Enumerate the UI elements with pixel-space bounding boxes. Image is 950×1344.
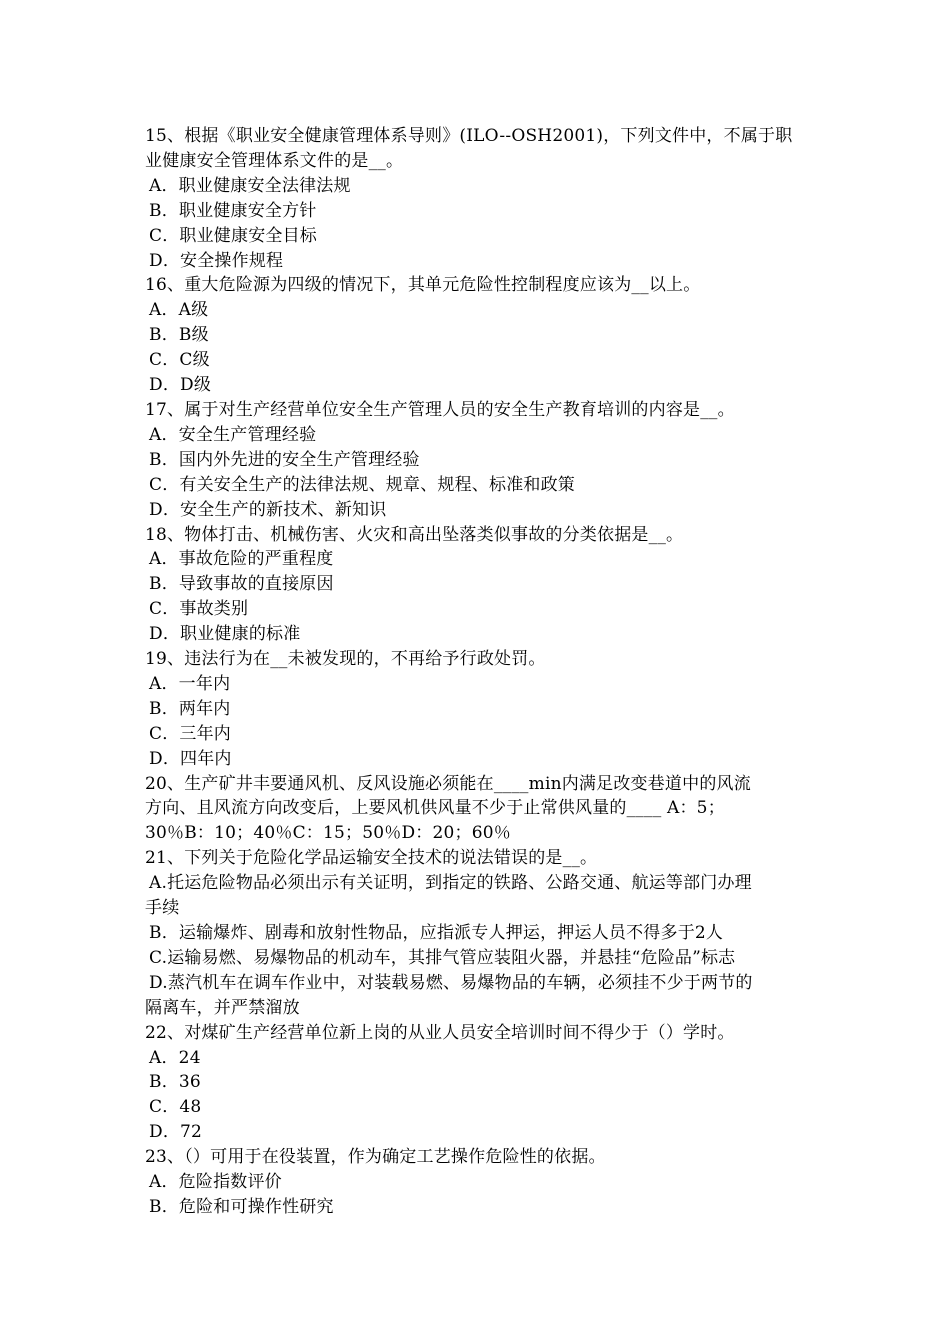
option-c: C．有关安全生产的法律法规、规章、规程、标准和政策 (149, 474, 576, 495)
question-19: 19、违法行为在__未被发现的，不再给予行政处罚。 (145, 649, 546, 670)
option-c: C．职业健康安全目标 (149, 225, 318, 246)
option-d-line-1: D.蒸汽机车在调车作业中，对装载易燃、易爆物品的车辆，必须挂不少于两节的 (149, 972, 753, 993)
option-b: B．职业健康安全方针 (149, 200, 317, 221)
option-d-line-2: 隔离车，并严禁溜放 (145, 997, 300, 1018)
option-b: B．36 (149, 1072, 201, 1093)
option-a: A．事故危险的严重程度 (149, 549, 334, 570)
option-c: C．事故类别 (149, 599, 249, 620)
option-c: C．C级 (149, 350, 210, 371)
option-c: C．三年内 (149, 723, 232, 744)
option-d: D．四年内 (149, 748, 232, 769)
option-b: B．运输爆炸、剧毒和放射性物品，应指派专人押运，押运人员不得多于2人 (149, 923, 724, 943)
option-a: A．一年内 (149, 673, 231, 694)
option-a-line-1: A.托运危险物品必须出示有关证明，到指定的铁路、公路交通、航运等部门办理 (149, 873, 752, 894)
question-15-line-2: 业健康安全管理体系文件的是__。 (145, 150, 404, 171)
option-a: A．安全生产管理经验 (149, 424, 317, 445)
question-22: 22、对煤矿生产经营单位新上岗的从业人员安全培训时间不得少于（）学时。 (145, 1022, 735, 1043)
option-b: B．危险和可操作性研究 (149, 1196, 334, 1217)
question-18: 18、物体打击、机械伤害、火灾和高出坠落类似事故的分类依据是__。 (145, 524, 684, 545)
option-c: C.运输易燃、易爆物品的机动车，其排气管应装阻火器，并悬挂“危险品”标志 (149, 947, 736, 968)
option-b: B．两年内 (149, 698, 231, 719)
question-16: 16、重大危险源为四级的情况下，其单元危险性控制程度应该为__以上。 (145, 275, 701, 296)
question-20-line-1: 20、生产矿井丰要通风机、反风设施必须能在____min内满足改变巷道中的风流 (145, 773, 751, 794)
question-20-line-2: 方向、且风流方向改变后，上要风机供风量不少于止常供风量的____ A：5； (145, 798, 725, 819)
question-15-line-1: 15、根据《职业安全健康管理体系导则》(ILO--OSH2001)，下列文件中，不属于职 (145, 126, 793, 146)
option-b: B．B级 (149, 325, 209, 346)
option-d: D．安全生产的新技术、新知识 (149, 499, 387, 520)
option-b: B．国内外先进的安全生产管理经验 (149, 449, 420, 470)
option-d: D．安全操作规程 (149, 250, 284, 271)
option-a: A．职业健康安全法律法规 (149, 175, 351, 196)
question-17: 17、属于对生产经营单位安全生产管理人员的安全生产教育培训的内容是__。 (145, 399, 735, 420)
document-page (145, 124, 813, 1220)
option-b: B．导致事故的直接原因 (149, 574, 334, 595)
option-d: D．D级 (149, 375, 212, 396)
option-d: D．职业健康的标准 (149, 624, 301, 645)
question-20-line-3: 30％B：10；40％C：15；50％D：20；60％ (145, 823, 511, 844)
option-a: A．A级 (149, 300, 209, 321)
option-a: A．危险指数评价 (149, 1172, 282, 1193)
option-c: C．48 (149, 1097, 202, 1118)
option-a-line-2: 手续 (145, 898, 180, 919)
question-21: 21、下列关于危险化学品运输安全技术的说法错误的是__。 (145, 848, 598, 869)
option-d: D．72 (149, 1122, 203, 1143)
option-a: A．24 (149, 1047, 201, 1068)
question-23: 23、（）可用于在役装置，作为确定工艺操作危险性的依据。 (145, 1147, 606, 1168)
